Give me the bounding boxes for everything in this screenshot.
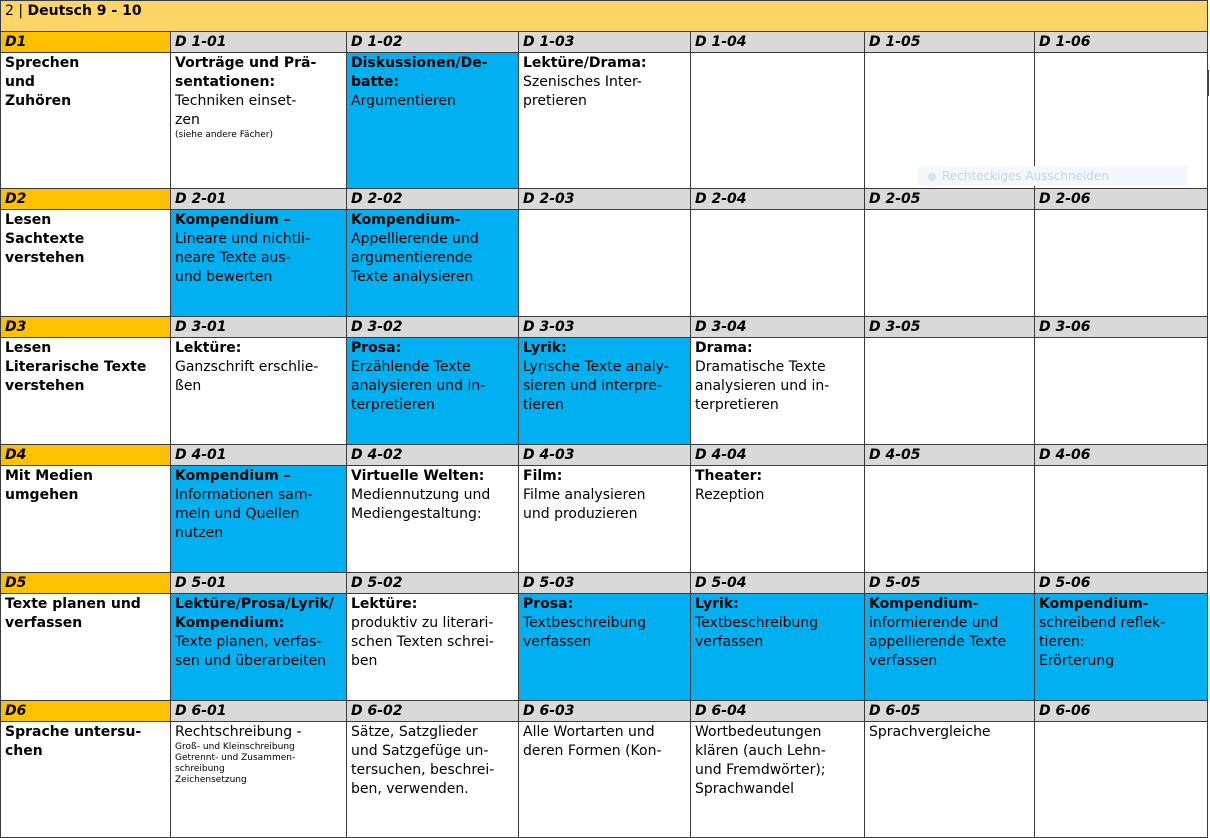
topic-body-line: Appellierende und: [351, 231, 479, 247]
topic-cell: [691, 53, 865, 189]
topic-label-line: Prosa:: [523, 596, 574, 612]
content-row: [1, 338, 1208, 445]
page-title: [1, 1, 1208, 32]
topic-body-line: pretieren: [523, 93, 587, 109]
category-line: umgehen: [5, 487, 79, 503]
topic-label-line: batte:: [351, 74, 399, 90]
competency-code: D 5-02: [347, 573, 519, 594]
content-row: [1, 210, 1208, 317]
topic-cell: [347, 466, 519, 573]
topic-body-line: sen und überarbeiten: [175, 653, 327, 669]
topic-cell: [347, 594, 519, 701]
topic-body-line: ben, verwenden.: [351, 781, 469, 797]
competency-code: D 4-03: [519, 445, 691, 466]
content-row: [1, 722, 1208, 838]
topic-cell: [1035, 338, 1208, 445]
topic-body-line: tieren:: [1039, 634, 1085, 650]
category-line: verfassen: [5, 615, 83, 631]
topic-label-line: Diskussionen/De-: [351, 55, 488, 71]
topic-cell: [865, 466, 1035, 573]
topic-label-line: Drama:: [695, 340, 753, 356]
topic-label-line: Lektüre/Drama:: [523, 55, 647, 71]
topic-body-line: ßen: [175, 378, 202, 394]
code-row: [1, 573, 1208, 594]
category-line: verstehen: [5, 250, 85, 266]
topic-body-line: Mediennutzung und: [351, 487, 491, 503]
topic-body-line: und Fremdwörter);: [695, 762, 826, 778]
category-line: Lesen: [5, 212, 52, 228]
topic-body-line: Textbeschreibung: [695, 615, 819, 631]
competency-code: D 5-04: [691, 573, 865, 594]
highlighted-topic-cell: [347, 53, 519, 189]
topic-body-line: Lyrische Texte analy-: [523, 359, 669, 375]
topic-label-line: Kompendium –: [175, 468, 291, 484]
topic-label-line: Kompendium-: [869, 596, 979, 612]
competency-code: D 1-02: [347, 32, 519, 53]
topic-label-line: sentationen:: [175, 74, 276, 90]
highlighted-topic-cell: [691, 594, 865, 701]
topic-label-line: Lektüre:: [351, 596, 418, 612]
highlighted-topic-cell: [347, 338, 519, 445]
code-row: [1, 32, 1208, 53]
competency-code: D 5-05: [865, 573, 1035, 594]
ghost-tooltip-text: Rechteckiges Ausschneiden: [942, 169, 1109, 183]
code-row: [1, 189, 1208, 210]
competency-code: D 4-02: [347, 445, 519, 466]
topic-body-line: zen: [175, 112, 200, 128]
topic-body-line: Erzählende Texte: [351, 359, 471, 375]
topic-body-line: und bewerten: [175, 269, 273, 285]
category-line: Sprache untersu-: [5, 724, 142, 740]
domain-code: D5: [1, 573, 171, 594]
topic-body-line: Dramatische Texte: [695, 359, 826, 375]
topic-body-line: Textbeschreibung: [523, 615, 647, 631]
topic-note-line: Zeichensetzung: [175, 775, 247, 785]
competency-code: D 2-01: [171, 189, 347, 210]
category-line: Texte planen und: [5, 596, 141, 612]
competency-code: D 2-06: [1035, 189, 1208, 210]
topic-body-line: Rechtschreibung -: [175, 724, 302, 740]
topic-cell: [347, 722, 519, 838]
topic-note-line: Groß- und Kleinschreibung: [175, 742, 295, 752]
competency-code: D 4-06: [1035, 445, 1208, 466]
category-cell: [1, 338, 171, 445]
category-line: Zuhören: [5, 93, 72, 109]
topic-note-line: (siehe andere Fächer): [175, 130, 273, 140]
topic-body-line: verfassen: [869, 653, 938, 669]
competency-code: D 4-04: [691, 445, 865, 466]
topic-label-line: Kompendium-: [1039, 596, 1149, 612]
topic-label-line: Kompendium –: [175, 212, 291, 228]
topic-label-line: Lyrik:: [695, 596, 739, 612]
topic-note-line: schreibung: [175, 764, 225, 774]
topic-body-line: schreibend reflek-: [1039, 615, 1166, 631]
competency-code: D 1-05: [865, 32, 1035, 53]
topic-label-line: Virtuelle Welten:: [351, 468, 485, 484]
topic-body-line: nutzen: [175, 525, 224, 541]
code-row: [1, 445, 1208, 466]
content-row: [1, 594, 1208, 701]
topic-body-line: Ganzschrift erschlie-: [175, 359, 319, 375]
domain-code: D6: [1, 701, 171, 722]
title-number: 2 |: [5, 3, 28, 19]
category-line: verstehen: [5, 378, 85, 394]
highlighted-topic-cell: [865, 594, 1035, 701]
topic-body-line: meln und Quellen: [175, 506, 300, 522]
topic-body-line: Mediengestaltung:: [351, 506, 482, 522]
topic-body-line: verfassen: [523, 634, 592, 650]
competency-code: D 6-06: [1035, 701, 1208, 722]
category-line: Sprechen: [5, 55, 80, 71]
topic-body-line: und produzieren: [523, 506, 638, 522]
topic-body-line: Wortbedeutungen: [695, 724, 822, 740]
category-cell: [1, 466, 171, 573]
topic-label-line: Lyrik:: [523, 340, 567, 356]
topic-body-line: Texte planen, verfas-: [175, 634, 322, 650]
title-subject: Deutsch 9 - 10: [27, 3, 142, 19]
competency-code: D 6-05: [865, 701, 1035, 722]
category-cell: [1, 594, 171, 701]
topic-body-line: Techniken einset-: [175, 93, 297, 109]
highlighted-topic-cell: [171, 594, 347, 701]
topic-body-line: Szenisches Inter-: [523, 74, 642, 90]
domain-code: D4: [1, 445, 171, 466]
competency-code: D 1-03: [519, 32, 691, 53]
topic-body-line: informierende und: [869, 615, 999, 631]
topic-cell: [865, 338, 1035, 445]
ghost-tooltip: [918, 166, 1188, 186]
topic-label-line: Lektüre:: [175, 340, 242, 356]
topic-body-line: argumentierende: [351, 250, 473, 266]
topic-cell: [519, 722, 691, 838]
code-row: [1, 701, 1208, 722]
content-row: [1, 466, 1208, 573]
competency-code: D 3-04: [691, 317, 865, 338]
topic-body-line: Sätze, Satzglieder: [351, 724, 478, 740]
topic-cell: [171, 722, 347, 838]
topic-cell: [691, 722, 865, 838]
topic-body-line: terpretieren: [351, 397, 435, 413]
competency-code: D 3-06: [1035, 317, 1208, 338]
competency-code: D 6-01: [171, 701, 347, 722]
category-cell: [1, 722, 171, 838]
competency-code: D 6-03: [519, 701, 691, 722]
competency-code: D 4-01: [171, 445, 347, 466]
topic-cell: [865, 210, 1035, 317]
topic-cell: [1035, 722, 1208, 838]
highlighted-topic-cell: [519, 338, 691, 445]
topic-label-line: Film:: [523, 468, 563, 484]
topic-body-line: Rezeption: [695, 487, 765, 503]
topic-label-line: Lektüre/Prosa/Lyrik/: [175, 596, 334, 612]
topic-body-line: Argumentieren: [351, 93, 456, 109]
competency-code: D 3-05: [865, 317, 1035, 338]
topic-body-line: verfassen: [695, 634, 764, 650]
highlighted-topic-cell: [171, 466, 347, 573]
competency-code: D 4-05: [865, 445, 1035, 466]
topic-body-line: neare Texte aus-: [175, 250, 291, 266]
topic-body-line: schen Texten schrei-: [351, 634, 494, 650]
text-cursor-icon: [1207, 70, 1209, 96]
topic-cell: [519, 210, 691, 317]
highlighted-topic-cell: [171, 210, 347, 317]
category-line: Literarische Texte: [5, 359, 147, 375]
domain-code: D2: [1, 189, 171, 210]
topic-cell: [519, 53, 691, 189]
topic-body-line: ben: [351, 653, 378, 669]
highlighted-topic-cell: [519, 594, 691, 701]
topic-cell: [691, 466, 865, 573]
topic-body-line: Informationen sam-: [175, 487, 313, 503]
competency-code: D 5-01: [171, 573, 347, 594]
code-row: [1, 317, 1208, 338]
topic-cell: [1035, 466, 1208, 573]
domain-code: D1: [1, 32, 171, 53]
title-row: [1, 1, 1208, 32]
topic-body-line: Texte analysieren: [351, 269, 474, 285]
category-line: chen: [5, 743, 43, 759]
topic-body-line: analysieren und in-: [695, 378, 830, 394]
topic-body-line: appellierende Texte: [869, 634, 1007, 650]
topic-label-line: Prosa:: [351, 340, 402, 356]
competency-code: D 2-05: [865, 189, 1035, 210]
topic-body-line: Sprachvergleiche: [869, 724, 991, 740]
topic-label-line: Kompendium:: [175, 615, 285, 631]
topic-body-line: produktiv zu literari-: [351, 615, 494, 631]
competency-code: D 2-04: [691, 189, 865, 210]
topic-body-line: Alle Wortarten und: [523, 724, 655, 740]
topic-cell: [691, 338, 865, 445]
highlighted-topic-cell: [347, 210, 519, 317]
category-cell: [1, 210, 171, 317]
competency-code: D 2-02: [347, 189, 519, 210]
topic-body-line: Filme analysieren: [523, 487, 646, 503]
topic-cell: [519, 466, 691, 573]
competency-code: D 1-04: [691, 32, 865, 53]
topic-body-line: terpretieren: [695, 397, 779, 413]
table-body: [1, 1, 1208, 838]
topic-body-line: deren Formen (Kon-: [523, 743, 662, 759]
competency-code: D 5-03: [519, 573, 691, 594]
category-line: Sachtexte: [5, 231, 85, 247]
topic-label-line: Theater:: [695, 468, 763, 484]
competency-code: D 2-03: [519, 189, 691, 210]
topic-body-line: Erörterung: [1039, 653, 1115, 669]
topic-cell: [171, 53, 347, 189]
ghost-dot-icon: [928, 173, 936, 181]
category-line: Mit Medien: [5, 468, 94, 484]
competency-code: D 1-06: [1035, 32, 1208, 53]
domain-code: D3: [1, 317, 171, 338]
topic-cell: [865, 722, 1035, 838]
topic-cell: [1035, 210, 1208, 317]
topic-body-line: Sprachwandel: [695, 781, 794, 797]
topic-body-line: analysieren und in-: [351, 378, 486, 394]
category-line: Lesen: [5, 340, 52, 356]
topic-note-line: Getrennt- und Zusammen-: [175, 753, 296, 763]
topic-body-line: Lineare und nichtli-: [175, 231, 311, 247]
category-cell: [1, 53, 171, 189]
topic-body-line: tersuchen, beschrei-: [351, 762, 495, 778]
highlighted-topic-cell: [1035, 594, 1208, 701]
topic-body-line: tieren: [523, 397, 564, 413]
topic-label-line: Vorträge und Prä-: [175, 55, 317, 71]
competency-code: D 3-03: [519, 317, 691, 338]
competency-code: D 6-02: [347, 701, 519, 722]
competency-code: D 6-04: [691, 701, 865, 722]
competency-code: D 3-02: [347, 317, 519, 338]
competency-code: D 1-01: [171, 32, 347, 53]
topic-body-line: klären (auch Lehn-: [695, 743, 826, 759]
competency-code: D 5-06: [1035, 573, 1208, 594]
topic-body-line: sieren und interpre-: [523, 378, 662, 394]
competency-code: D 3-01: [171, 317, 347, 338]
topic-body-line: und Satzgefüge un-: [351, 743, 489, 759]
topic-cell: [171, 338, 347, 445]
topic-cell: [691, 210, 865, 317]
category-line: und: [5, 74, 35, 90]
topic-label-line: Kompendium-: [351, 212, 461, 228]
